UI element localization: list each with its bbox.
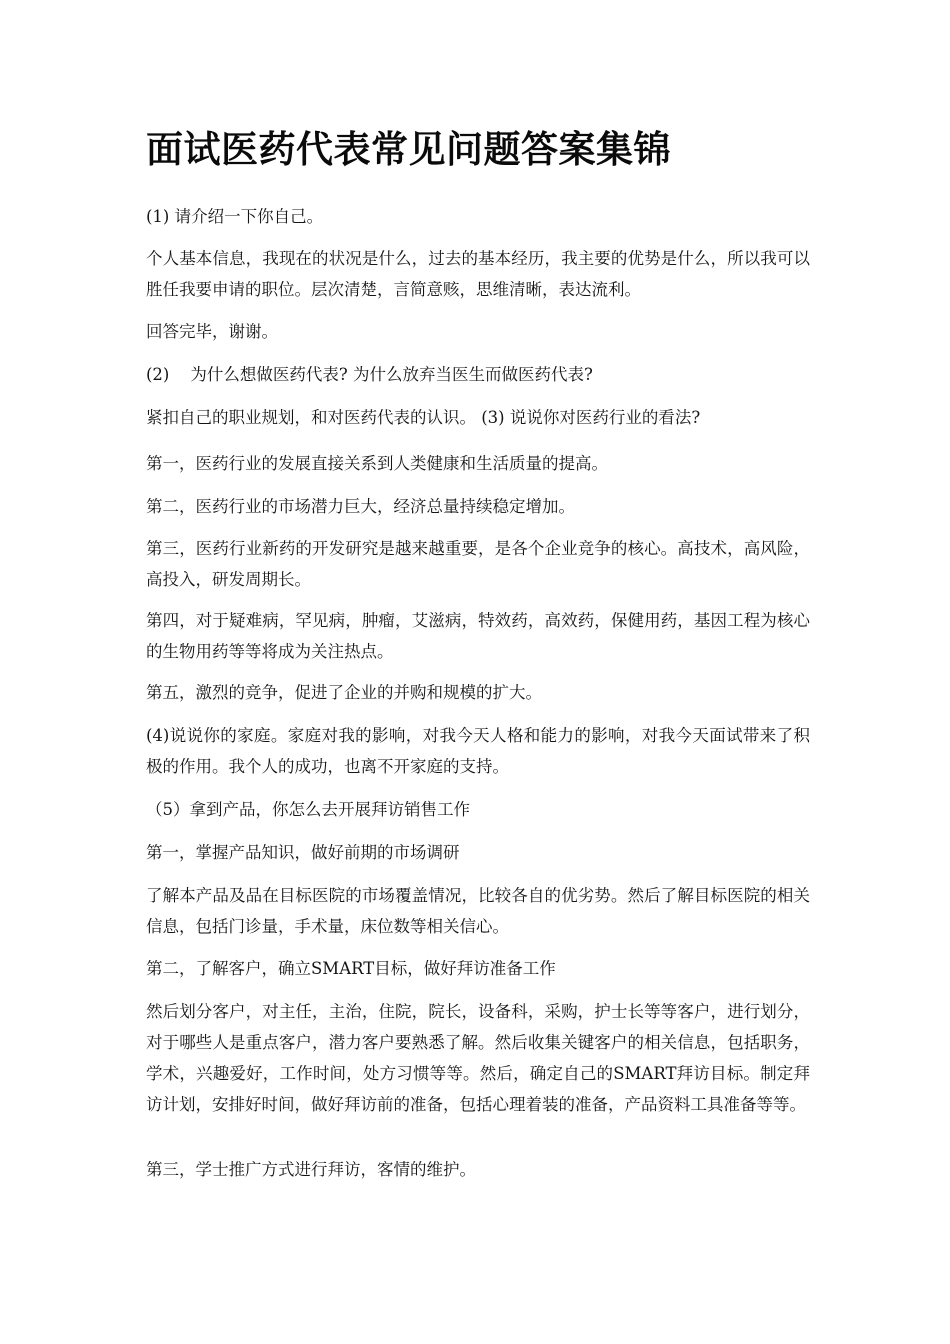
document-page — [146, 0, 810, 1344]
paragraph-step-2-detail: 然后划分客户，对主任，主治，住院，院长，设备科，采购，护士长等等客户，进行划分，对于哪些人是重点客户，潜力客户要熟悉了解。然后收集关键客户的相关信息，包括职务，学术，兴趣爱好，工作时间，处方习惯等等。然后，确定自己的SMART拜访目标。制定拜访计划，安排好时间，做好拜访前的准备，包括心理着装的准备，产品资料工具准备等等。 — [146, 1002, 810, 1114]
paragraph-step-1: 第一，掌握产品知识，做好前期的市场调研 — [146, 843, 460, 862]
paragraph-closing: 回答完毕，谢谢。 — [146, 322, 278, 341]
document-title: 面试医药代表常见问题答案集锦 — [146, 128, 671, 171]
paragraph-step-1-detail: 了解本产品及品在目标医院的市场覆盖情况，比较各自的优劣势。然后了解目标医院的相关信息，包括门诊量，手术量，床位数等相关信心。 — [146, 886, 810, 936]
paragraph-q1: (1) 请介绍一下你自己。 — [146, 207, 324, 226]
paragraph-q1-answer: 个人基本信息，我现在的状况是什么，过去的基本经历，我主要的优势是什么，所以我可以胜任我要申请的职位。层次清楚，言简意赅，思维清晰，表达流利。 — [146, 249, 810, 299]
paragraph-q2: (2) 为什么想做医药代表? 为什么放弃当医生而做医药代表? — [146, 365, 593, 384]
paragraph-q5: （5）拿到产品，你怎么去开展拜访销售工作 — [146, 800, 470, 819]
paragraph-point-5: 第五，激烈的竞争，促进了企业的并购和规模的扩大。 — [146, 683, 542, 702]
paragraph-q4: (4)说说你的家庭。家庭对我的影响，对我今天人格和能力的影响，对我今天面试带来了积极的作用。我个人的成功，也离不开家庭的支持。 — [146, 726, 810, 776]
paragraph-point-2: 第二，医药行业的市场潜力巨大，经济总量持续稳定增加。 — [146, 497, 575, 516]
paragraph-point-4: 第四，对于疑难病，罕见病，肿瘤，艾滋病，特效药，高效药，保健用药，基因工程为核心的生物用药等等将成为关注热点。 — [146, 611, 810, 661]
paragraph-point-1: 第一，医药行业的发展直接关系到人类健康和生活质量的提高。 — [146, 454, 608, 473]
paragraph-point-3: 第三，医药行业新药的开发研究是越来越重要，是各个企业竞争的核心。高技术，高风险，高投入，研发周期长。 — [146, 539, 810, 589]
paragraph-step-3: 第三，学士推广方式进行拜访，客情的维护。 — [146, 1160, 476, 1179]
paragraph-step-2: 第二，了解客户，确立SMART目标，做好拜访准备工作 — [146, 959, 556, 978]
paragraph-q2-answer-q3: 紧扣自己的职业规划，和对医药代表的认识。 (3) 说说你对医药行业的看法? — [146, 408, 701, 427]
